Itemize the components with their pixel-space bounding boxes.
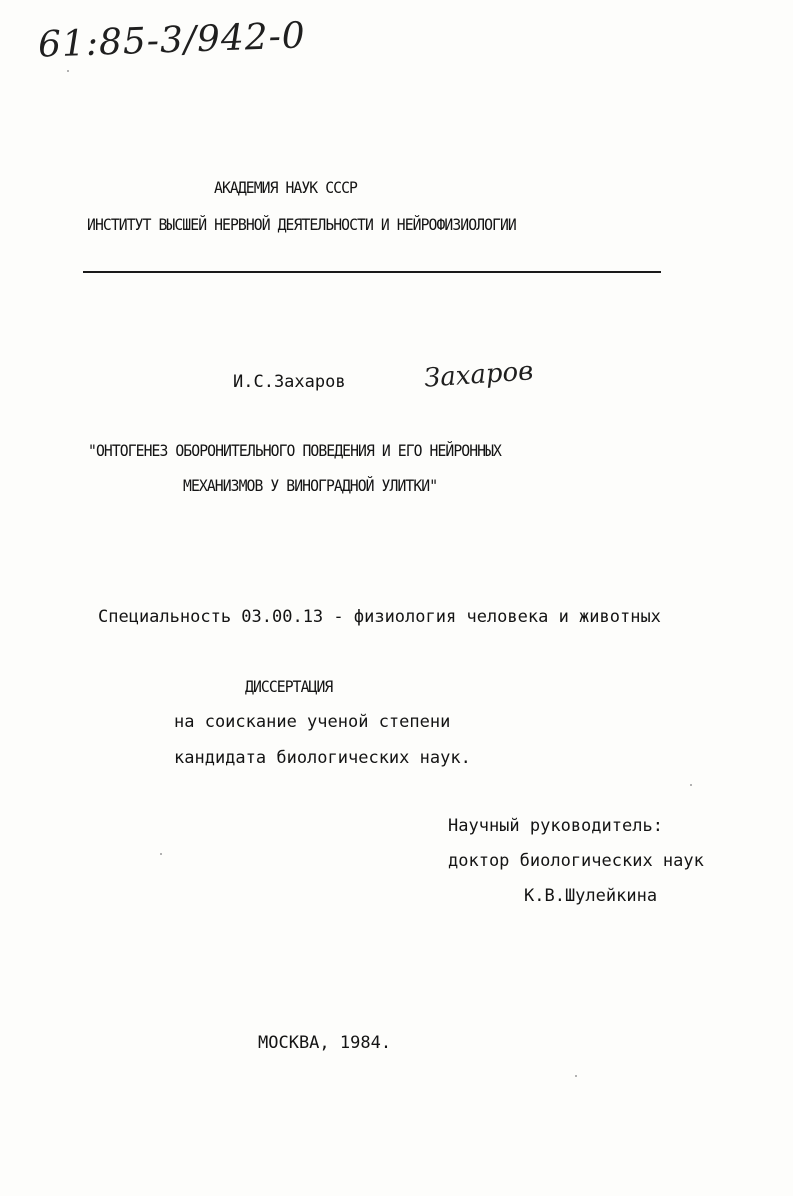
archive-code: 61:85-3/942-0	[37, 15, 307, 66]
dissertation-label: ДИССЕРТАЦИЯ	[245, 677, 333, 696]
title-line-2: МЕХАНИЗМОВ У ВИНОГРАДНОЙ УЛИТКИ"	[183, 476, 438, 495]
degree-line-2: кандидата биологических наук.	[174, 748, 471, 768]
institute-name: ИНСТИТУТ ВЫСШЕЙ НЕРВНОЙ ДЕЯТЕЛЬНОСТИ И НЕЙРОФИЗИОЛОГИИ	[87, 215, 516, 234]
specialty-line: Специальность 03.00.13 - физиология человека и животных	[98, 607, 661, 627]
author-name: И.С.Захаров	[233, 372, 346, 392]
degree-line-1: на соискание ученой степени	[174, 712, 451, 732]
supervisor-label: Научный руководитель:	[448, 816, 663, 836]
place-and-year: МОСКВА, 1984.	[258, 1033, 392, 1053]
author-signature: Захаров	[423, 356, 535, 394]
title-line-1: "ОНТОГЕНЕЗ ОБОРОНИТЕЛЬНОГО ПОВЕДЕНИЯ И ЕГО НЕЙРОННЫХ	[88, 441, 501, 460]
scan-speck	[67, 70, 69, 72]
academy-name: АКАДЕМИЯ НАУК СССР	[214, 178, 357, 197]
supervisor-degree: доктор биологических наук	[448, 851, 704, 871]
scan-speck	[160, 853, 162, 855]
header-divider	[83, 271, 661, 273]
supervisor-name: К.В.Шулейкина	[524, 886, 658, 906]
scan-speck	[690, 784, 692, 786]
scan-speck	[575, 1075, 577, 1077]
